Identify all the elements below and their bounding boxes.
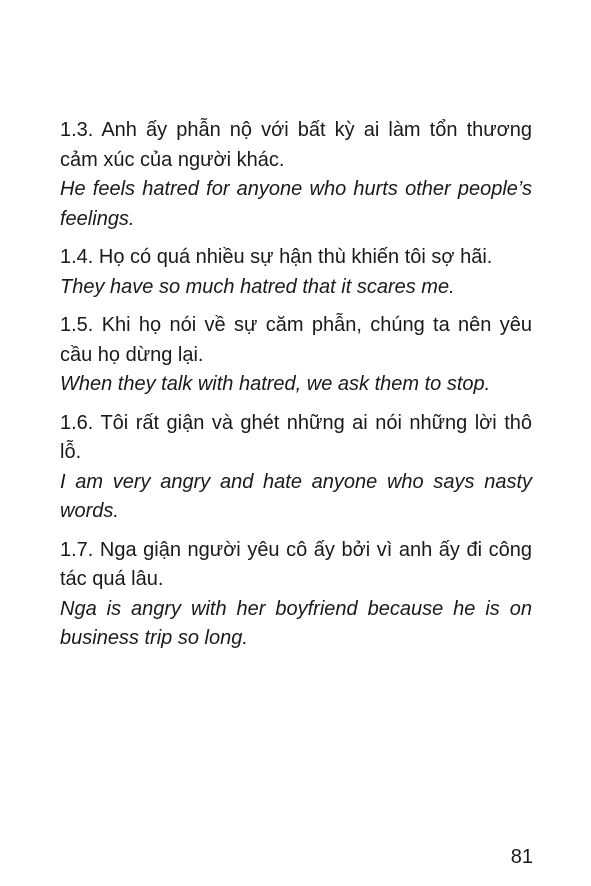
english-translation: Nga is angry with her boyfriend because he is on business trip so long. bbox=[60, 597, 532, 649]
page-number: 81 bbox=[510, 846, 533, 868]
english-translation: I am very angry and hate anyone who says nasty words. bbox=[60, 470, 532, 522]
example-entry-1-4 bbox=[60, 243, 532, 302]
example-entry-1-5 bbox=[60, 311, 532, 400]
vietnamese-sentence: 1.6. Tôi rất giận và ghét những ai nói những lời thô lỗ. bbox=[60, 411, 532, 463]
vietnamese-sentence: 1.7. Nga giận người yêu cô ấy bởi vì anh ấy đi công tác quá lâu. bbox=[60, 538, 532, 590]
vietnamese-sentence: 1.3. Anh ấy phẫn nộ với bất kỳ ai làm tổn thương cảm xúc của người khác. bbox=[60, 119, 532, 171]
example-entry-1-3 bbox=[60, 116, 532, 234]
example-sentences bbox=[60, 116, 532, 663]
vietnamese-sentence: 1.4. Họ có quá nhiều sự hận thù khiến tôi sợ hãi. bbox=[60, 246, 493, 268]
english-translation: When they talk with hatred, we ask them to stop. bbox=[60, 373, 491, 395]
vietnamese-sentence: 1.5. Khi họ nói về sự căm phẫn, chúng ta nên yêu cầu họ dừng lại. bbox=[60, 314, 532, 366]
example-entry-1-6 bbox=[60, 409, 532, 527]
english-translation: He feels hatred for anyone who hurts other people’s feelings. bbox=[60, 178, 532, 230]
example-entry-1-7 bbox=[60, 536, 532, 654]
english-translation: They have so much hatred that it scares me. bbox=[60, 275, 455, 298]
